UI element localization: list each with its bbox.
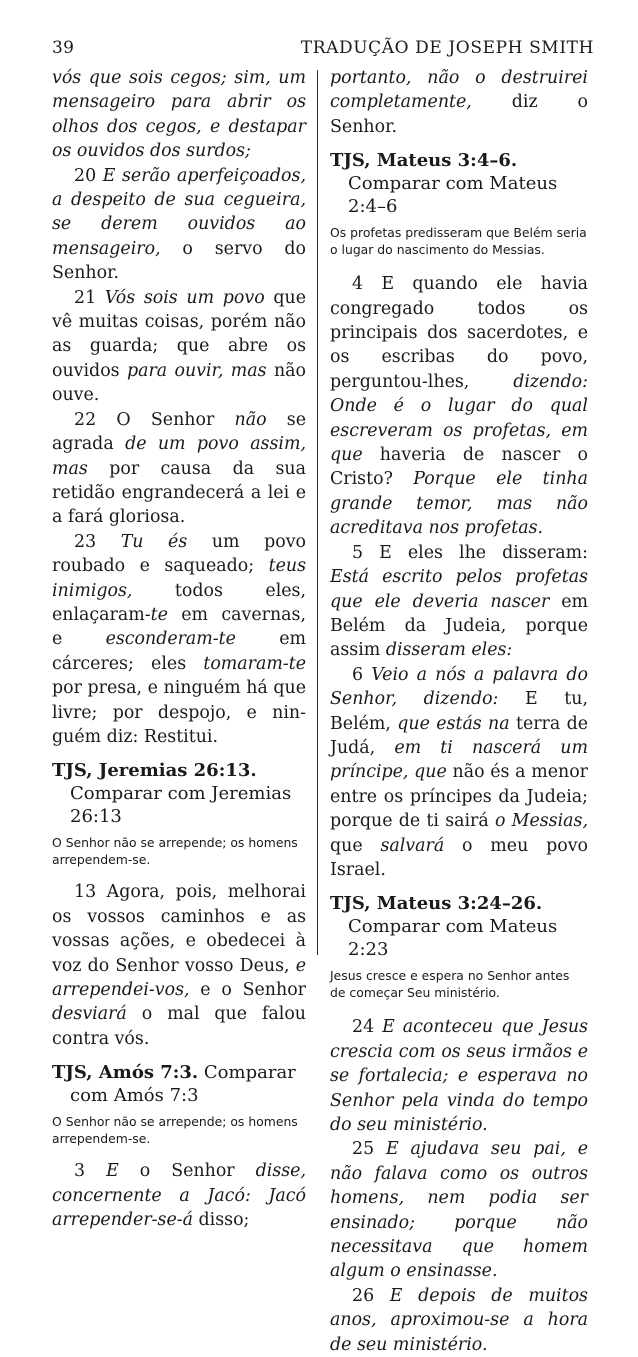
scripture-reference: TJS, Jeremias 26:13.	[52, 760, 257, 782]
verse-text-italic: Veio a nós a palavra do Senhor, dizendo:	[330, 664, 589, 710]
section-summary: O Senhor não se arrepende; os homens arrependem-se.	[52, 835, 298, 868]
verse-text-italic: o Messias,	[494, 811, 588, 832]
verse-text-italic: desviará	[52, 1004, 127, 1025]
verse-text: E quando ele havia congregado todos os principais dos sacerdotes, e os escribas do povo, perguntou-lhes,	[330, 274, 588, 392]
verse-22	[52, 408, 306, 530]
verse-text-italic: E depois de muitos anos, aproximou-se a hora de seu ministério.	[330, 1285, 588, 1355]
scripture-reference: TJS, Mateus 3:24–26.	[330, 893, 543, 915]
verse-continuation	[330, 66, 588, 139]
verse-text: em Belém da Judeia, porque assim	[330, 591, 589, 661]
verse-text: diz o Senhor.	[330, 92, 588, 137]
verse-text: por presa, e ninguém há que livre; por despojo, e ninguém diz: Restitui.	[52, 678, 306, 747]
verse-text-italic: dizendo: Onde é o lugar do qual escreveram os profetas, em que	[330, 371, 588, 466]
verse-text: E eles lhe disseram:	[379, 542, 588, 563]
verse-number: 3	[74, 1161, 107, 1182]
compare-reference: Comparar com Mateus 2:4–6	[348, 173, 558, 218]
verse-text-italic: E	[106, 1161, 119, 1182]
verse-number: 24	[352, 1017, 383, 1038]
verse-text: não ouve.	[52, 360, 306, 406]
verse-text: e o Senhor	[189, 980, 306, 1000]
verse-text-italic: Está escrito pelos profetas que ele deveria nascer	[330, 567, 588, 612]
verse-text: Agora, pois, melhorai os vossos caminhos e as vossas ações, e obedecei à voz do Senhor vosso Deus,	[52, 882, 306, 976]
scripture-reference: TJS, Amós 7:3.	[52, 1062, 199, 1084]
verse-number: 20	[74, 165, 103, 186]
verse-text-italic: E aconteceu que Jesus crescia com os seus irmãos e se fortalecia; e esperava no Senhor pela vinda do tempo do seu ministério.	[330, 1017, 588, 1135]
verse-text: o meu povo Israel.	[330, 835, 589, 880]
verse-3	[52, 1159, 306, 1232]
section-summary: O Senhor não se arrepende; os homens arrependem-se.	[52, 1114, 298, 1147]
verse-text: em cavernas, e	[52, 604, 306, 650]
verse-text-italic: tomaram-te	[203, 653, 306, 674]
verse-number: 4	[352, 274, 382, 295]
verse-text-italic: de um povo assim, mas	[52, 434, 306, 479]
verse-text: que	[330, 835, 381, 856]
scripture-reference: TJS, Mateus 3:4–6.	[330, 150, 518, 172]
section-heading	[52, 759, 306, 828]
verse-text: O Senhor	[116, 409, 235, 430]
section-heading	[52, 1061, 306, 1107]
compare-reference: Comparar com Mateus 2:23	[348, 916, 558, 961]
verse-5	[330, 541, 588, 663]
verse-text-italic: Porque ele tinha grande temor, mas não acreditava nos profetas.	[330, 469, 588, 539]
verse-number: 6	[352, 664, 372, 685]
verse-23	[52, 530, 306, 750]
left-column	[52, 66, 306, 1232]
verse-text: não és a menor entre os príncipes da Judeia; porque de ti sairá	[330, 762, 588, 832]
verse-text-italic: salvará	[380, 835, 445, 856]
verse-text-italic: E ajudava seu pai, e não falava como os outros homens, nem podia ser ensinado; porque não necessitava que homem algum o ensinasse.	[330, 1139, 588, 1282]
verse-text-italic: esconderam-te	[105, 629, 236, 650]
verse-text-italic: que estás na	[397, 713, 510, 734]
verse-text: haveria de nascer o Cristo?	[330, 445, 588, 490]
verse-text-italic: Vós sois um povo	[104, 287, 265, 308]
verse-text-italic: portanto, não o destruirei completamente,	[330, 68, 588, 113]
running-title: TRADUÇÃO DE JOSEPH SMITH	[300, 38, 594, 58]
section-summary: Os profetas predisseram que Belém seria o lugar do nascimento do Messias.	[330, 225, 587, 258]
running-header	[52, 38, 594, 62]
verse-text: E tu, Belém,	[330, 689, 588, 734]
verse-text-italic: disseram eles:	[385, 640, 513, 661]
verse-number: 26	[352, 1285, 390, 1306]
verse-text: se agrada	[52, 409, 306, 455]
verse-4	[330, 272, 588, 540]
verse-24	[330, 1015, 588, 1137]
verse-text: todos eles, enlaçaram-	[52, 580, 306, 625]
right-column	[330, 66, 588, 1357]
verse-text-italic: teus inimigos,	[52, 556, 306, 601]
section-heading	[330, 149, 588, 218]
verse-text: que vê muitas coisas, porém não as guarda; que abre os ouvidos	[52, 287, 306, 381]
verse-text-italic: para ouvir, mas	[126, 360, 267, 381]
verse-number: 13	[74, 882, 107, 903]
verse-21	[52, 286, 306, 408]
verse-text: o Senhor	[118, 1161, 256, 1182]
verse-text: o servo do Senhor.	[52, 238, 306, 284]
column-divider	[317, 70, 318, 955]
verse-text-italic: te	[150, 604, 168, 625]
verse-text-italic: E serão aperfeiçoados, a despeito de sua cegueira, se derem ouvidos ao mensageiro,	[52, 165, 306, 259]
verse-text: em cárceres; eles	[52, 629, 306, 674]
verse-text: o mal que falou contra vós.	[52, 1004, 306, 1049]
verse-number: 22	[74, 409, 117, 430]
verse-text-italic: e arrependei-vos,	[52, 955, 306, 1000]
verse-6	[330, 663, 588, 883]
verse-text-italic: vós que sois cegos; sim, um mensageiro para abrir os olhos dos cegos, e destapar os ouvidos dos surdos;	[52, 68, 306, 162]
verse-number: 21	[74, 287, 105, 308]
section-summary: Jesus cresce e espera no Senhor antes de começar Seu ministério.	[330, 968, 570, 1001]
verse-text-italic: Tu és	[120, 531, 188, 552]
verse-26	[330, 1284, 588, 1357]
verse-text: um povo roubado e saqueado;	[52, 531, 306, 577]
verse-text-italic: em ti nascerá um príncipe, que	[330, 737, 588, 783]
verse-number: 25	[352, 1139, 386, 1160]
section-heading	[330, 892, 588, 961]
verse-number: 23	[74, 531, 121, 552]
compare-reference: Comparar com Jeremias 26:13	[70, 783, 292, 828]
verse-number: 5	[352, 542, 380, 563]
verse-13	[52, 880, 306, 1051]
page-number: 39	[52, 38, 75, 58]
verse-text: disso;	[193, 1210, 250, 1231]
verse-text: por causa da sua retidão engrandecerá a lei e a fará gloriosa.	[52, 458, 306, 528]
verse-text-italic: disse, concernente a Jacó: Jacó arrepender-se-á	[52, 1161, 306, 1231]
verse-text: terra de Judá,	[330, 713, 588, 758]
compare-reference: Comparar com Amós 7:3	[70, 1062, 296, 1107]
verse-text-italic: não	[234, 409, 267, 430]
verse-continuation	[52, 66, 306, 164]
verse-20	[52, 164, 306, 286]
verse-25	[330, 1137, 588, 1283]
